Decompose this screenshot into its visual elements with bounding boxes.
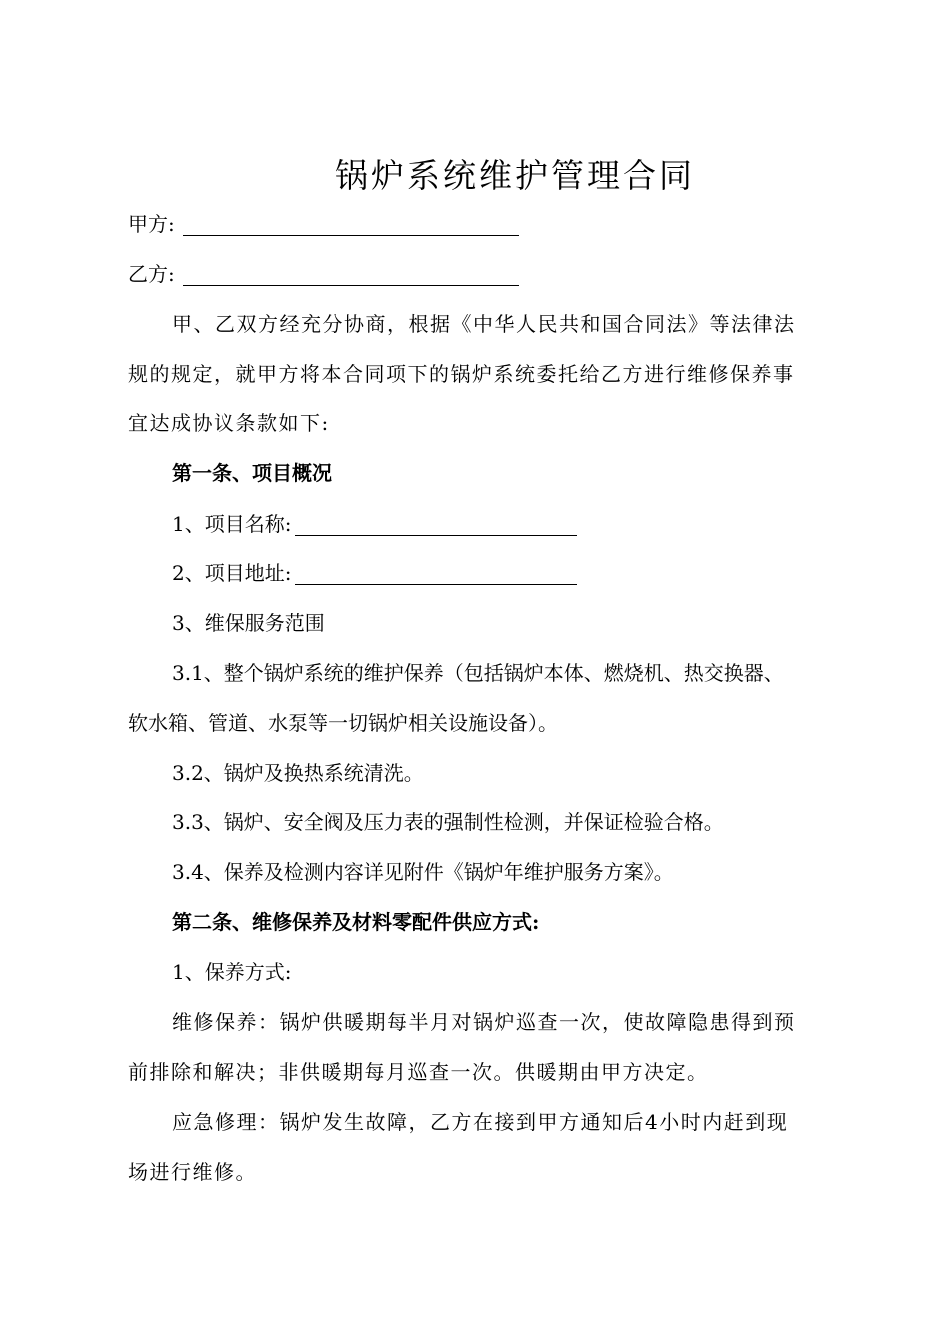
intro-line-2: 规的规定，就甲方将本合同项下的锅炉系统委托给乙方进行维修保养事 bbox=[128, 362, 795, 386]
project-address-blank bbox=[295, 564, 577, 585]
party-a-line bbox=[128, 212, 848, 236]
item-3-1-line-1: 3.1、整个锅炉系统的维护保养（包括锅炉本体、燃烧机、热交换器、 bbox=[172, 661, 784, 685]
article-2-heading: 第二条、维修保养及材料零配件供应方式: bbox=[172, 910, 540, 934]
item-3-2: 3.2、锅炉及换热系统清洗。 bbox=[172, 761, 424, 785]
maintenance-line-2: 前排除和解决；非供暖期每月巡查一次。供暖期由甲方决定。 bbox=[128, 1060, 709, 1084]
project-address-line bbox=[172, 561, 892, 585]
maintenance-line-1: 维修保养：锅炉供暖期每半月对锅炉巡查一次，使故障隐患得到预 bbox=[172, 1010, 796, 1034]
party-a-blank bbox=[183, 215, 519, 236]
item-3-4: 3.4、保养及检测内容详见附件《锅炉年维护服务方案》。 bbox=[172, 860, 674, 884]
emergency-line-2: 场进行维修。 bbox=[128, 1160, 257, 1184]
project-name-line bbox=[172, 512, 892, 536]
intro-line-1: 甲、乙双方经充分协商，根据《中华人民共和国合同法》等法律法 bbox=[172, 312, 796, 336]
article-1-heading: 第一条、项目概况 bbox=[172, 461, 332, 485]
intro-line-3: 宜达成协议条款如下: bbox=[128, 411, 330, 435]
party-a-label: 甲方: bbox=[128, 212, 175, 236]
party-b-line bbox=[128, 262, 848, 286]
emergency-line-1: 应急修理：锅炉发生故障，乙方在接到甲方通知后4小时内赶到现 bbox=[172, 1110, 789, 1134]
document-title: 锅炉系统维护管理合同 bbox=[335, 156, 695, 195]
method-label: 1、保养方式: bbox=[172, 960, 292, 984]
party-b-label: 乙方: bbox=[128, 262, 175, 286]
project-name-blank bbox=[295, 515, 577, 536]
scope-heading: 3、维保服务范围 bbox=[172, 611, 325, 635]
party-b-blank bbox=[183, 265, 519, 286]
project-address-label: 2、项目地址: bbox=[172, 561, 292, 585]
item-3-3: 3.3、锅炉、安全阀及压力表的强制性检测，并保证检验合格。 bbox=[172, 810, 724, 834]
project-name-label: 1、项目名称: bbox=[172, 512, 292, 536]
item-3-1-line-2: 软水箱、管道、水泵等一切锅炉相关设施设备）。 bbox=[128, 711, 558, 735]
